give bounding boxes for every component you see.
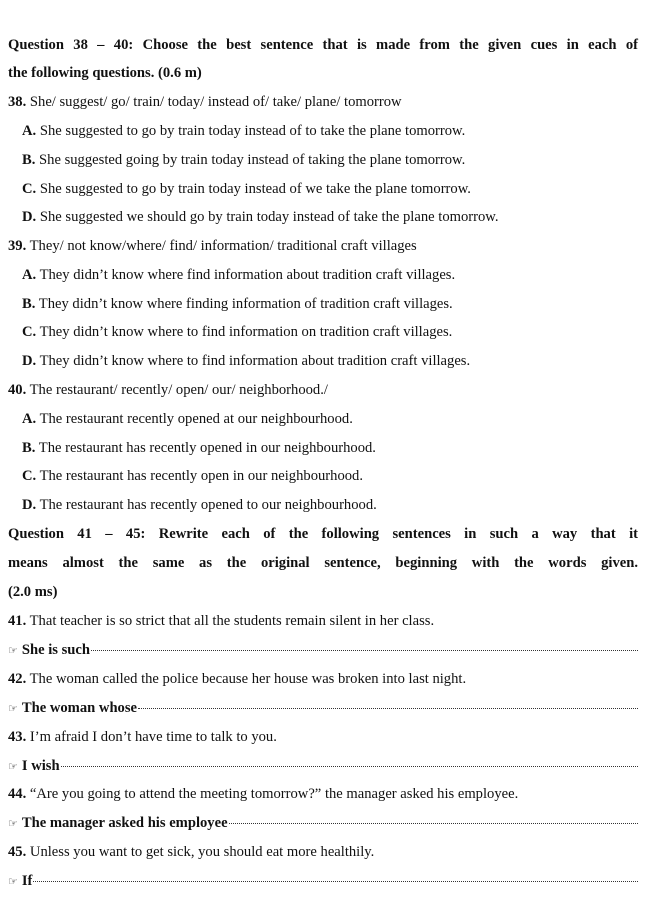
answer-blank[interactable] — [33, 881, 638, 882]
option-text: The restaurant has recently opened in our neighbourhood. — [38, 440, 376, 456]
option-letter: D. — [22, 353, 37, 369]
answer-blank[interactable] — [61, 766, 638, 767]
question-number: 44. — [8, 786, 27, 802]
answer-prompt: I wish — [21, 758, 60, 774]
question-number: 41. — [8, 613, 27, 629]
option-39b[interactable] — [22, 294, 638, 314]
question-39 — [8, 236, 638, 256]
rewrite-44 — [8, 784, 638, 804]
answer-line-41[interactable] — [8, 640, 638, 661]
answer-line-43[interactable] — [8, 756, 638, 777]
option-38a[interactable] — [22, 121, 638, 141]
question-number: 38. — [8, 94, 27, 110]
option-40a[interactable] — [22, 409, 638, 429]
answer-blank[interactable] — [229, 823, 638, 824]
answer-prompt: She is such — [21, 642, 91, 658]
question-40 — [8, 380, 638, 400]
option-39c[interactable] — [22, 322, 638, 342]
hand-pointer-icon: ☞ — [8, 645, 18, 657]
option-text: They didn’t know where to find information on tradition craft villages. — [39, 324, 453, 340]
option-text: She suggested to go by train today instead of we take the plane tomorrow. — [39, 181, 471, 197]
question-38 — [8, 92, 638, 112]
option-text: She suggested we should go by train today instead of take the plane tomorrow. — [39, 209, 499, 225]
option-39a[interactable] — [22, 265, 638, 285]
option-text: They didn’t know where find information about tradition craft villages. — [39, 267, 456, 283]
option-text: She suggested going by train today instead of taking the plane tomorrow. — [39, 152, 466, 168]
section1-heading-cont: the following questions. (0.6 m) — [8, 65, 202, 81]
hand-pointer-icon: ☞ — [8, 761, 18, 773]
option-38c[interactable] — [22, 179, 638, 199]
answer-blank[interactable] — [138, 708, 638, 709]
question-number: 39. — [8, 238, 27, 254]
option-38b[interactable] — [22, 150, 638, 170]
option-letter: C. — [22, 181, 37, 197]
answer-line-44[interactable] — [8, 813, 638, 834]
original-sentence: Unless you want to get sick, you should eat more healthily. — [29, 844, 375, 860]
answer-prompt: The woman whose — [21, 700, 138, 716]
question-cue: The restaurant/ recently/ open/ our/ neighborhood./ — [29, 382, 328, 398]
original-sentence: The woman called the police because her house was broken into last night. — [29, 671, 467, 687]
option-letter: B. — [22, 152, 36, 168]
rewrite-42 — [8, 669, 638, 689]
hand-pointer-icon: ☞ — [8, 818, 18, 830]
option-text: She suggested to go by train today instead of to take the plane tomorrow. — [39, 123, 466, 139]
option-text: The restaurant recently opened at our neighbourhood. — [39, 411, 353, 427]
option-text: The restaurant has recently open in our neighbourhood. — [39, 468, 363, 484]
option-letter: C. — [22, 468, 37, 484]
option-letter: C. — [22, 324, 37, 340]
rewrite-41 — [8, 611, 638, 631]
option-39d[interactable] — [22, 351, 638, 371]
option-40d[interactable] — [22, 495, 638, 515]
option-letter: A. — [22, 267, 37, 283]
original-sentence: I’m afraid I don’t have time to talk to you. — [29, 729, 277, 745]
answer-line-42[interactable] — [8, 698, 638, 719]
section2-heading: Question 41 – 45: Rewrite each of the following sentences in such a way that it — [8, 526, 638, 542]
answer-blank[interactable] — [91, 650, 638, 651]
question-number: 45. — [8, 844, 27, 860]
section1-heading: Question 38 – 40: Choose the best sentence that is made from the given cues in each of — [8, 37, 638, 53]
rewrite-43 — [8, 727, 638, 747]
rewrite-45 — [8, 842, 638, 862]
option-letter: A. — [22, 123, 37, 139]
option-letter: B. — [22, 440, 36, 456]
question-number: 40. — [8, 382, 27, 398]
option-text: They didn’t know where finding information of tradition craft villages. — [38, 296, 453, 312]
option-letter: B. — [22, 296, 36, 312]
option-text: They didn’t know where to find information about tradition craft villages. — [39, 353, 471, 369]
option-letter: A. — [22, 411, 37, 427]
original-sentence: That teacher is so strict that all the students remain silent in her class. — [29, 613, 435, 629]
answer-prompt: If — [21, 873, 33, 889]
option-letter: D. — [22, 497, 37, 513]
answer-prompt: The manager asked his employee — [21, 815, 228, 831]
hand-pointer-icon: ☞ — [8, 876, 18, 888]
section2-score: (2.0 ms) — [8, 584, 58, 600]
question-cue: She/ suggest/ go/ train/ today/ instead of/ take/ plane/ tomorrow — [29, 94, 402, 110]
question-number: 42. — [8, 671, 27, 687]
option-40b[interactable] — [22, 438, 638, 458]
hand-pointer-icon: ☞ — [8, 703, 18, 715]
question-number: 43. — [8, 729, 27, 745]
option-text: The restaurant has recently opened to our neighbourhood. — [39, 497, 377, 513]
question-cue: They/ not know/where/ find/ information/ traditional craft villages — [29, 238, 417, 254]
section2-heading-cont: means almost the same as the original sentence, beginning with the words given. — [8, 555, 638, 571]
answer-line-45[interactable] — [8, 871, 638, 892]
original-sentence: “Are you going to attend the meeting tomorrow?” the manager asked his employee. — [29, 786, 519, 802]
option-letter: D. — [22, 209, 37, 225]
option-40c[interactable] — [22, 466, 638, 486]
option-38d[interactable] — [22, 207, 638, 227]
